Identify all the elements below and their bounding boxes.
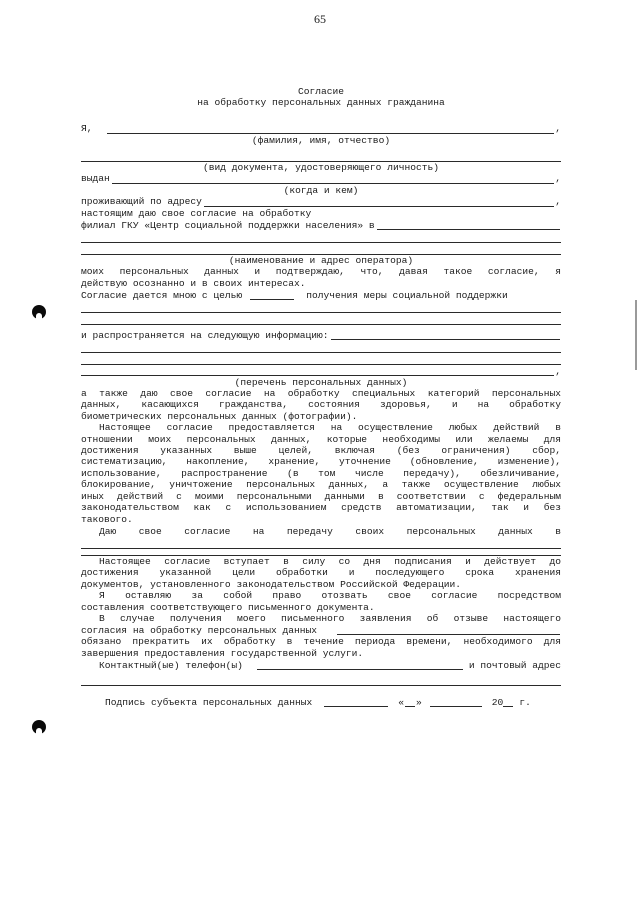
postal-address-field[interactable] xyxy=(81,671,561,686)
transfer-field-1[interactable] xyxy=(81,537,561,549)
operator-field-1[interactable] xyxy=(81,231,561,243)
branch-label: филиал ГКУ «Центр социальной поддержки населения» в xyxy=(81,219,375,231)
address-label: проживающий по адресу xyxy=(81,196,202,208)
doc-caption: (вид документа, удостоверяющего личность) xyxy=(202,161,440,173)
operator-field-2[interactable] xyxy=(81,243,561,255)
validity-line-1: Настоящее согласие вступает в силу со дня подписания и действует до xyxy=(99,555,561,567)
issued-field[interactable] xyxy=(112,174,554,184)
form-title: Согласие xyxy=(297,86,345,97)
special-line-2: данных, касающихся гражданства, состояния здоровья, и на обработку xyxy=(81,399,561,411)
issued-row xyxy=(81,173,561,185)
form-subtitle: на обработку персональных данных гражданина xyxy=(197,97,445,109)
actions-line-9: такового. xyxy=(81,513,133,525)
info-field[interactable] xyxy=(331,330,560,340)
comma: , xyxy=(555,365,561,377)
signature-label: Подпись субъекта персональных данных xyxy=(105,696,313,708)
actions-line-1: Настоящее согласие предоставляется на осуществление любых действий в xyxy=(99,422,561,434)
info-field-1[interactable] xyxy=(81,341,561,353)
purpose-extra-2[interactable] xyxy=(81,313,561,325)
list-caption: (перечень персональных данных) xyxy=(234,377,408,389)
comma: , xyxy=(555,196,561,208)
withdraw-field[interactable] xyxy=(337,625,560,635)
withdraw-line-3: обязано прекратить их обработку в течение периода времени, необходимого для xyxy=(81,636,561,648)
signature-row xyxy=(81,696,561,708)
revoke-line-2: составления соответствующего письменного документа. xyxy=(81,601,375,613)
info-last-row xyxy=(81,365,561,377)
postal-label: и почтовый адрес xyxy=(468,659,561,671)
date-open: « xyxy=(398,696,405,708)
scan-edge-mark xyxy=(635,300,637,370)
special-line-1: а также даю свое согласие на обработку специальных категорий персональных xyxy=(81,388,561,400)
fio-caption: (фамилия, имя, отчество) xyxy=(251,134,391,146)
transfer-row xyxy=(81,525,561,537)
confirm-line: моих персональных данных и подтверждаю, что, давая такое согласие, я xyxy=(81,266,561,278)
conscious-line: действую осознанно и в своих интересах. xyxy=(81,277,306,289)
actions-line-8: законодательством как с использованием средств автоматизации, так и без xyxy=(81,502,561,514)
info-row xyxy=(81,329,561,341)
year-suffix: г. xyxy=(519,696,531,708)
purpose-field[interactable] xyxy=(250,290,294,300)
punch-hole-bottom xyxy=(32,720,46,734)
date-close: » xyxy=(416,696,422,708)
punch-hole-top xyxy=(32,305,46,319)
transfer-field-2[interactable] xyxy=(81,549,561,556)
month-field[interactable] xyxy=(430,697,482,707)
signature-field[interactable] xyxy=(324,697,388,707)
branch-row xyxy=(81,219,561,231)
id-document-field[interactable] xyxy=(81,150,561,162)
operator-caption: (наименование и адрес оператора) xyxy=(228,255,414,267)
day-field[interactable] xyxy=(405,697,415,707)
revoke-line-1: Я оставляю за собой право отозвать свое согласие посредством xyxy=(99,590,561,602)
special-line-3: биометрических персональных данных (фотографии). xyxy=(81,410,358,422)
year-field[interactable] xyxy=(503,697,513,707)
address-row xyxy=(81,196,561,208)
branch-field[interactable] xyxy=(377,220,560,230)
fio-field[interactable] xyxy=(107,124,555,134)
i-label: Я, xyxy=(81,123,93,135)
actions-line-6: блокирование, уничтожение персональных данных, а также осуществление любых xyxy=(81,479,561,491)
consent-form xyxy=(81,86,561,708)
actions-line-7: иных действий с моими персональными данными в соответствии с федеральным xyxy=(81,490,561,502)
contact-label: Контактный(ые) телефон(ы) xyxy=(99,659,243,671)
comma: , xyxy=(555,123,561,135)
comma: , xyxy=(555,173,561,185)
actions-line-4: систематизацию, накопление, хранение, уточнение (обновление, изменение), xyxy=(81,456,561,468)
purpose-label: Согласие дается мною с целью xyxy=(81,289,243,301)
info-field-2[interactable] xyxy=(81,353,561,365)
actions-line-2: отношении моих персональных данных, которые необходимы или желаемы для xyxy=(81,433,561,445)
contact-row xyxy=(81,659,561,671)
issued-caption: (когда и кем) xyxy=(283,184,359,196)
withdraw-line-2: согласия на обработку персональных данных xyxy=(81,624,318,636)
actions-line-3: достижения указанных выше целей, включая (без ограничения) сбор, xyxy=(81,445,561,457)
withdraw-line-4: завершения предоставления государственной услуги. xyxy=(81,647,364,659)
validity-line-3: документов, установленного законодательством Российской Федерации. xyxy=(81,578,461,590)
info-field-3[interactable] xyxy=(81,366,554,376)
transfer-text: Даю свое согласие на передачу своих персональных данных в xyxy=(99,525,561,537)
purpose-row xyxy=(81,289,561,301)
info-label: и распространяется на следующую информацию: xyxy=(81,329,329,341)
purpose-text: получения меры социальной поддержки xyxy=(306,289,508,301)
fio-row xyxy=(81,123,561,135)
issued-label: выдан xyxy=(81,173,110,185)
address-field[interactable] xyxy=(204,197,554,207)
year-prefix: 20 xyxy=(491,696,504,708)
withdraw-line-1: В случае получения моего письменного заявления об отзыве настоящего xyxy=(99,612,561,624)
consent-intro: настоящим даю свое согласие на обработку xyxy=(81,207,312,219)
actions-line-5: использование, распространение (в том числе передачу), обезличивание, xyxy=(81,467,561,479)
purpose-extra-1[interactable] xyxy=(81,301,561,313)
validity-line-2: достижения указанной цели обработки и последующего срока хранения xyxy=(81,567,561,579)
withdraw-row xyxy=(81,624,561,636)
page-number: 65 xyxy=(314,12,326,26)
phone-field[interactable] xyxy=(257,660,463,670)
